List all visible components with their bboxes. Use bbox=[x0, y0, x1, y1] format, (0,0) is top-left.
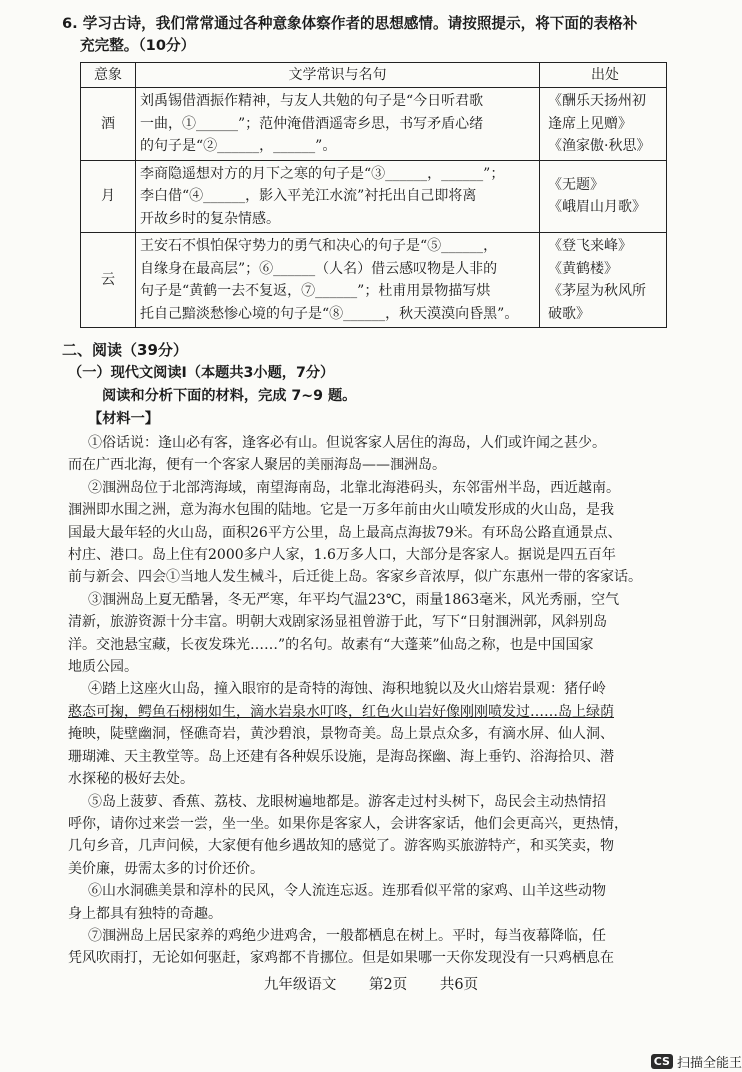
paragraph-line: 村庄、港口。岛上住有2000多户人家，1.6万多人口，大部分是客家人。据说是四五百年 bbox=[68, 547, 616, 564]
camscanner-icon: CS bbox=[651, 1054, 673, 1069]
paragraph-line: 水探秘的极好去处。 bbox=[68, 771, 194, 788]
question-6-line1: 6. 学习古诗，我们常常通过各种意象体察作者的思想感情。请按照提示，将下面的表格补 bbox=[62, 15, 638, 32]
table-row-cloud bbox=[81, 233, 667, 328]
table-row-moon bbox=[81, 160, 667, 233]
paragraph-line: 前与新会、四会①当地人发生械斗，后迁徙上岛。客家乡音浓厚，似广东惠州一带的客家话。 bbox=[68, 569, 642, 586]
row-line: 自缘身在最高层”；⑥______（人名）借云感叹物是人非的 bbox=[140, 260, 498, 277]
source-line: 破歌》 bbox=[548, 305, 590, 322]
source-line: 逢席上见赠》 bbox=[548, 115, 632, 132]
table-row-wine bbox=[81, 88, 667, 161]
page-footer bbox=[0, 973, 742, 994]
paragraph-line: 凭风吹雨打，无论如何驱赶，家鸡都不肯挪位。但是如果哪一天你发现没有一只鸡栖息在 bbox=[68, 950, 614, 967]
image-cell: 酒 bbox=[81, 88, 136, 161]
paragraph-line: 身上都具有独特的奇趣。 bbox=[68, 905, 222, 922]
paragraph-line: 地质公园。 bbox=[68, 659, 138, 676]
source-line: 《酬乐天扬州初 bbox=[548, 93, 646, 109]
row-line: 李白借“④______，影入平羌江水流”衬托出自己即将离 bbox=[140, 188, 477, 204]
paragraph-line: 美价廉，毋需太多的讨价还价。 bbox=[68, 860, 264, 877]
paragraph-line: ③涠洲岛上夏无酷暑，冬无严寒，年平均气温23℃，雨量1863毫米，风光秀丽，空气 bbox=[88, 591, 620, 608]
instruction: 阅读和分析下面的材料，完成 7~9 题。 bbox=[102, 388, 357, 404]
paragraph-line: ⑦涠洲岛上居民家养的鸡绝少进鸡舍，一般都栖息在树上。平时，每当夜幕降临，任 bbox=[88, 927, 606, 944]
paragraph-line: 清新，旅游资源十分丰富。明朝大戏剧家汤显祖曾游于此，写下“日射涠洲郭，风斜别岛 bbox=[68, 614, 608, 631]
paragraph-5 bbox=[68, 791, 675, 881]
image-cell: 月 bbox=[81, 160, 136, 233]
paragraph-line: ⑤岛上菠萝、香蕉、荔枝、龙眼树遍地都是。游客走过村头树下，岛民会主动热情招 bbox=[88, 793, 606, 810]
paragraph-line: ⑥山水洞礁美景和淳朴的民风，令人流连忘返。连那看似平常的家鸡、山羊这些动物 bbox=[88, 883, 606, 900]
paragraph-line: 掩映，陡壁幽洞，怪礁奇岩，黄沙碧浪，景物奇美。岛上景点众多，有滴水屏、仙人洞、 bbox=[68, 726, 614, 743]
part-title: （一）现代文阅读Ⅰ（本题共3小题，7分） bbox=[68, 365, 335, 381]
footer-total: 共6页 bbox=[439, 977, 479, 993]
paragraph-line: 几句乡音，几声问候，大家便有他乡遇故知的感觉了。游客购买旅游特产，和买笑卖，物 bbox=[68, 838, 614, 855]
source-cell bbox=[540, 88, 667, 161]
scanner-watermark bbox=[651, 1050, 742, 1072]
paragraph-line: 而在广西北海，便有一个客家人聚居的美丽海岛——涠洲岛。 bbox=[68, 457, 446, 474]
source-line: 《无题》 bbox=[548, 176, 604, 193]
paragraph-line: ②涠洲岛位于北部湾海域，南望海南岛，北靠北海港码头，东邻雷州半岛，西近越南。 bbox=[88, 479, 620, 496]
source-line: 《登飞来峰》 bbox=[548, 238, 632, 254]
paragraph-line: ①俗话说：逢山必有客，逢客必有山。但说客家人居住的海岛，人们或许闻之甚少。 bbox=[88, 435, 606, 451]
paragraph-6 bbox=[68, 880, 675, 925]
header-knowledge: 文学常识与名句 bbox=[136, 63, 540, 88]
row-line: 句子是“黄鹤一去不复返，⑦______”；杜甫用景物描写烘 bbox=[140, 283, 491, 299]
article-body bbox=[68, 432, 675, 970]
source-cell bbox=[540, 233, 667, 328]
literature-table bbox=[80, 62, 667, 328]
row-line: 王安石不惧怕保守势力的勇气和决心的句子是“⑤______， bbox=[140, 238, 498, 254]
paragraph-4 bbox=[68, 678, 675, 790]
row-line: 托自己黯淡愁惨心境的句子是“⑧______，秋天漠漠向昏黑”。 bbox=[140, 305, 519, 322]
paragraph-3 bbox=[68, 589, 675, 679]
row-line: 的句子是“②______，______”。 bbox=[140, 138, 337, 154]
source-line: 《黄鹤楼》 bbox=[548, 260, 618, 277]
question-6-line2: 充完整。（10分） bbox=[80, 37, 196, 54]
source-line: 《茅屋为秋风所 bbox=[548, 283, 646, 299]
paragraph-line: 国最大最年轻的火山岛，面积26平方公里，岛上最高点海拔79米。有环岛公路直通景点、 bbox=[68, 524, 622, 541]
paragraph-line: 呼你，请你过来尝一尝，坐一坐。如果你是客家人，会讲客家话，他们会更高兴，更热情， bbox=[68, 815, 628, 832]
table-header-row bbox=[81, 63, 667, 88]
material-label: 【材料一】 bbox=[88, 411, 159, 427]
paragraph-line: ④踏上这座火山岛，撞入眼帘的是奇特的海蚀、海积地貌以及火山熔岩景观：猪仔岭 bbox=[88, 681, 606, 698]
paragraph-2 bbox=[68, 477, 675, 589]
paragraph-line: 憨态可掬，鳄鱼石栩栩如生，滴水岩泉水叮咚，红色火山岩好像刚刚喷发过……岛上绿荫 bbox=[68, 703, 614, 720]
source-cell bbox=[540, 160, 667, 233]
row-line: 一曲，①______”；范仲淹借酒遥寄乡思，书写矛盾心绪 bbox=[140, 115, 484, 132]
paragraph-1 bbox=[68, 432, 675, 477]
knowledge-cell bbox=[136, 233, 540, 328]
row-line: 李商隐遥想对方的月下之寒的句子是“③______，______”； bbox=[140, 165, 505, 182]
knowledge-cell bbox=[136, 160, 540, 233]
paragraph-line: 洋。交池悬宝藏，长夜发珠光……”的名句。故素有“大蓬莱”仙岛之称，也是中国国家 bbox=[68, 636, 594, 653]
paragraph-line: 涠洲即水围之洲，意为海水包围的陆地。它是一万多年前由火山喷发形成的火山岛，是我 bbox=[68, 502, 614, 519]
footer-page: 第2页 bbox=[369, 977, 408, 993]
paragraph-7 bbox=[68, 925, 675, 970]
header-source: 出处 bbox=[540, 63, 667, 88]
source-line: 《峨眉山月歌》 bbox=[548, 199, 646, 216]
row-line: 开故乡时的复杂情感。 bbox=[140, 210, 280, 227]
source-line: 《渔家傲·秋思》 bbox=[548, 138, 651, 154]
image-cell: 云 bbox=[81, 233, 136, 328]
row-line: 刘禹锡借酒振作精神，与友人共勉的句子是“今日听君歌 bbox=[140, 93, 484, 109]
section-title: 二、阅读（39分） bbox=[62, 341, 188, 359]
paragraph-line: 珊瑚滩、天主教堂等。岛上还建有各种娱乐设施，是海岛探幽、海上垂钓、浴海拾贝、潜 bbox=[68, 748, 614, 765]
header-image: 意象 bbox=[81, 63, 136, 88]
footer-subject: 九年级语文 bbox=[263, 977, 337, 993]
knowledge-cell bbox=[136, 88, 540, 161]
scanner-label: 扫描全能王 bbox=[676, 1055, 742, 1071]
